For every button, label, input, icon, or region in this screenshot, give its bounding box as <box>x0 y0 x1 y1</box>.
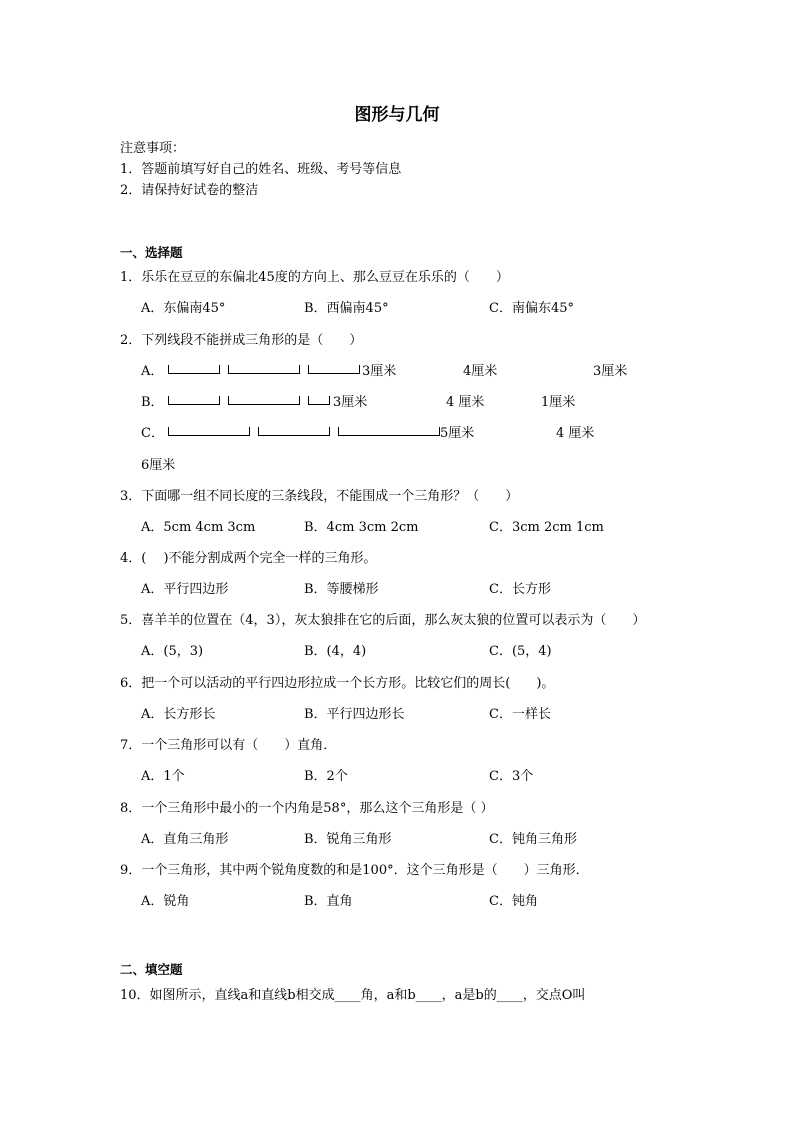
question-3: 3．下面哪一组不同长度的三条线段，不能围成一个三角形？（ ） <box>120 489 519 504</box>
q2-option-c[interactable]: C． <box>141 426 164 441</box>
q4-option-b[interactable]: B．等腰梯形 <box>304 582 379 597</box>
question-5: 5．喜羊羊的位置在（4，3），灰太狼排在它的后面，那么灰太狼的位置可以表示为（ ） <box>120 613 646 628</box>
q8-option-b[interactable]: B．锐角三角形 <box>304 832 392 847</box>
question-9: 9．一个三角形，其中两个锐角度数的和是100°．这个三角形是（ ）三角形． <box>120 863 589 878</box>
q8-option-a[interactable]: A．直角三角形 <box>141 832 229 847</box>
question-7: 7．一个三角形可以有（ ）直角． <box>120 738 337 753</box>
question-8: 8．一个三角形中最小的一个内角是58°，那么这个三角形是（ ） <box>120 801 494 816</box>
q6-option-a[interactable]: A．长方形长 <box>141 707 216 722</box>
q2-a-segment-3 <box>308 365 360 374</box>
q2-c-label-2: 4 厘米 <box>556 426 595 441</box>
q1-option-b[interactable]: B．西偏南45° <box>304 301 389 316</box>
q3-option-b[interactable]: B．4cm 3cm 2cm <box>304 520 419 535</box>
q9-option-a[interactable]: A．锐角 <box>141 894 190 909</box>
q2-option-a[interactable]: A． <box>141 364 164 379</box>
q2-b-segment-3 <box>308 396 330 405</box>
notice-item-2: 2．请保持好试卷的整洁 <box>120 183 259 198</box>
q4-option-c[interactable]: C．长方形 <box>489 582 551 597</box>
q2-a-label-3: 3厘米 <box>593 364 628 379</box>
question-1: 1．乐乐在豆豆的东偏北45度的方向上、那么豆豆在乐乐的（ ） <box>120 270 509 285</box>
q5-option-b[interactable]: B．(4，4) <box>304 644 367 659</box>
q2-b-segment-2 <box>228 396 300 405</box>
q2-a-segment-1 <box>168 365 220 374</box>
q5-option-c[interactable]: C．(5，4) <box>489 644 552 659</box>
q2-option-b[interactable]: B． <box>141 395 164 410</box>
section-heading-choice: 一、选择题 <box>120 245 183 260</box>
q7-option-b[interactable]: B．2个 <box>304 769 348 784</box>
q6-option-b[interactable]: B．平行四边形长 <box>304 707 405 722</box>
q1-option-a[interactable]: A．东偏南45° <box>141 301 226 316</box>
q3-option-c[interactable]: C．3cm 2cm 1cm <box>489 520 604 535</box>
q2-b-label-1: 3厘米 <box>333 395 368 410</box>
q2-a-label-2: 4厘米 <box>463 364 498 379</box>
q2-c-label-1: 5厘米 <box>440 426 475 441</box>
q6-option-c[interactable]: C．一样长 <box>489 707 551 722</box>
q2-c-segment-3 <box>338 427 440 436</box>
question-10: 10．如图所示，直线a和直线b相交成____角，a和b____，a是b的____，交点O叫 <box>120 988 586 1003</box>
section-heading-fill: 二、填空题 <box>120 962 183 977</box>
q1-option-c[interactable]: C．南偏东45° <box>489 301 574 316</box>
q9-option-c[interactable]: C．钝角 <box>489 894 538 909</box>
question-4: 4．( )不能分割成两个完全一样的三角形。 <box>120 551 377 566</box>
q4-option-a[interactable]: A．平行四边形 <box>141 582 229 597</box>
q9-option-b[interactable]: B．直角 <box>304 894 353 909</box>
q2-b-label-2: 4 厘米 <box>446 395 485 410</box>
q2-c-segment-1 <box>168 427 250 436</box>
q7-option-c[interactable]: C．3个 <box>489 769 534 784</box>
notice-heading: 注意事项： <box>120 141 186 156</box>
question-6: 6．把一个可以活动的平行四边形拉成一个长方形。比较它们的周长( )。 <box>120 676 555 691</box>
q2-b-label-3: 1厘米 <box>541 395 576 410</box>
q7-option-a[interactable]: A．1个 <box>141 769 185 784</box>
q3-option-a[interactable]: A．5cm 4cm 3cm <box>141 520 256 535</box>
q2-a-label-1: 3厘米 <box>362 364 397 379</box>
notice-item-1: 1．答题前填写好自己的姓名、班级、考号等信息 <box>120 162 402 177</box>
q2-c-segment-2 <box>258 427 330 436</box>
q5-option-a[interactable]: A．(5，3) <box>141 644 204 659</box>
q2-c-label-3: 6厘米 <box>141 458 176 473</box>
q8-option-c[interactable]: C．钝角三角形 <box>489 832 577 847</box>
question-2: 2．下列线段不能拼成三角形的是（ ） <box>120 333 363 348</box>
q2-b-segment-1 <box>168 396 220 405</box>
q2-a-segment-2 <box>228 365 300 374</box>
page-title: 图形与几何 <box>354 105 440 125</box>
